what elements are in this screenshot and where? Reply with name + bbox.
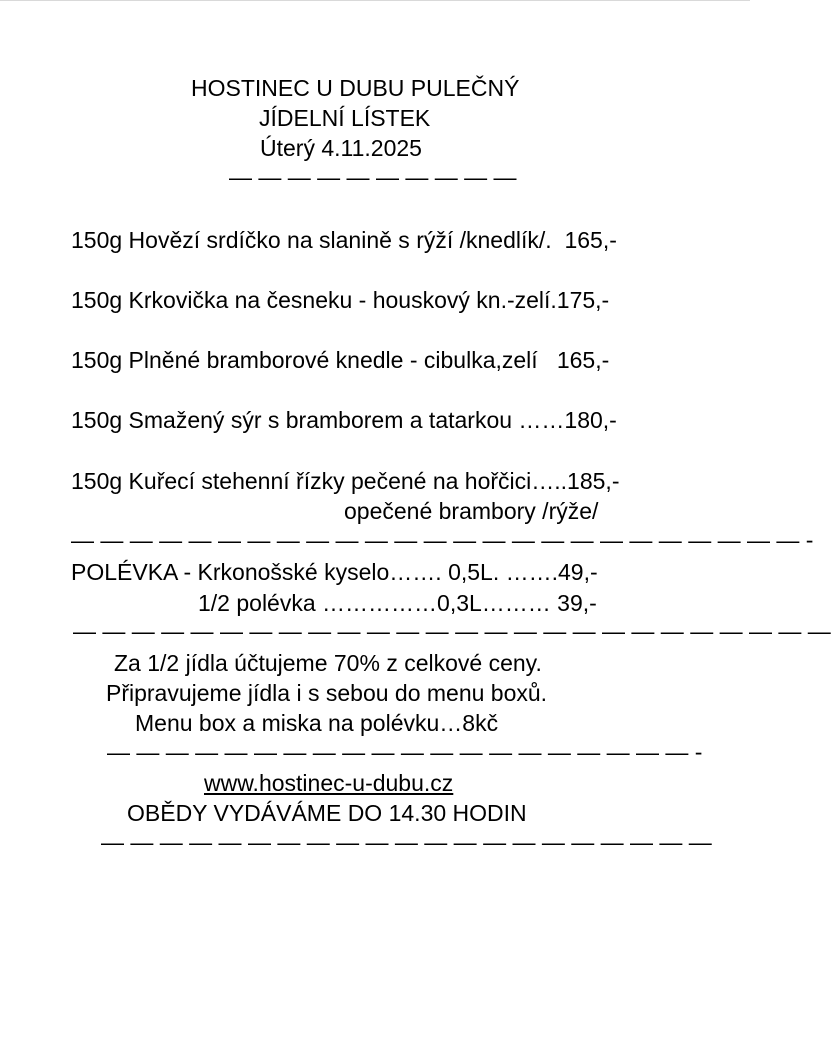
dish-item-3: 150g Plněné bramborové knedle - cibulka,zelí 165,- <box>71 347 610 373</box>
notes-rule: — — — — — — — — — — — — — — — — — — — — - <box>107 739 703 765</box>
dish-item-2: 150g Krkovička na česneku - houskový kn.-zelí.175,- <box>71 287 610 313</box>
lunch-hours: OBĚDY VYDÁVÁME DO 14.30 HODIN <box>127 800 527 826</box>
soup-line: POLÉVKA - Krkonošské kyselo……. 0,5L. …….49,- <box>71 559 598 585</box>
dish-item-5-continuation: opečené brambory /rýže/ <box>344 498 599 524</box>
header-rule: — — — — — — — — — — <box>229 164 517 190</box>
half-portion-note: Za 1/2 jídla účtujeme 70% z celkové ceny. <box>114 650 542 676</box>
dish-item-1: 150g Hovězí srdíčko na slanině s rýží /knedlík/. 165,- <box>71 227 617 253</box>
menu-box-note: Menu box a miska na polévku…8kč <box>135 710 499 736</box>
half-soup-line: 1/2 polévka ……………0,3L……… 39,- <box>198 590 597 616</box>
top-border <box>0 0 750 1</box>
dishes-rule: — — — — — — — — — — — — — — — — — — — — — — — — — - <box>71 527 814 553</box>
footer-rule: — — — — — — — — — — — — — — — — — — — — — <box>101 829 712 855</box>
website-link[interactable]: www.hostinec-u-dubu.cz <box>204 770 454 796</box>
restaurant-name: HOSTINEC U DUBU PULEČNÝ <box>191 75 520 101</box>
dish-item-5: 150g Kuřecí stehenní řízky pečené na hořčici…..185,- <box>71 468 620 494</box>
soup-rule: — — — — — — — — — — — — — — — — — — — — — — — — — — <box>73 618 831 644</box>
takeaway-note: Připravujeme jídla i s sebou do menu boxů. <box>106 680 548 706</box>
menu-title: JÍDELNÍ LÍSTEK <box>259 105 431 131</box>
date-line: Úterý 4.11.2025 <box>260 135 422 161</box>
dish-item-4: 150g Smažený sýr s bramborem a tatarkou ……180,- <box>71 407 617 433</box>
